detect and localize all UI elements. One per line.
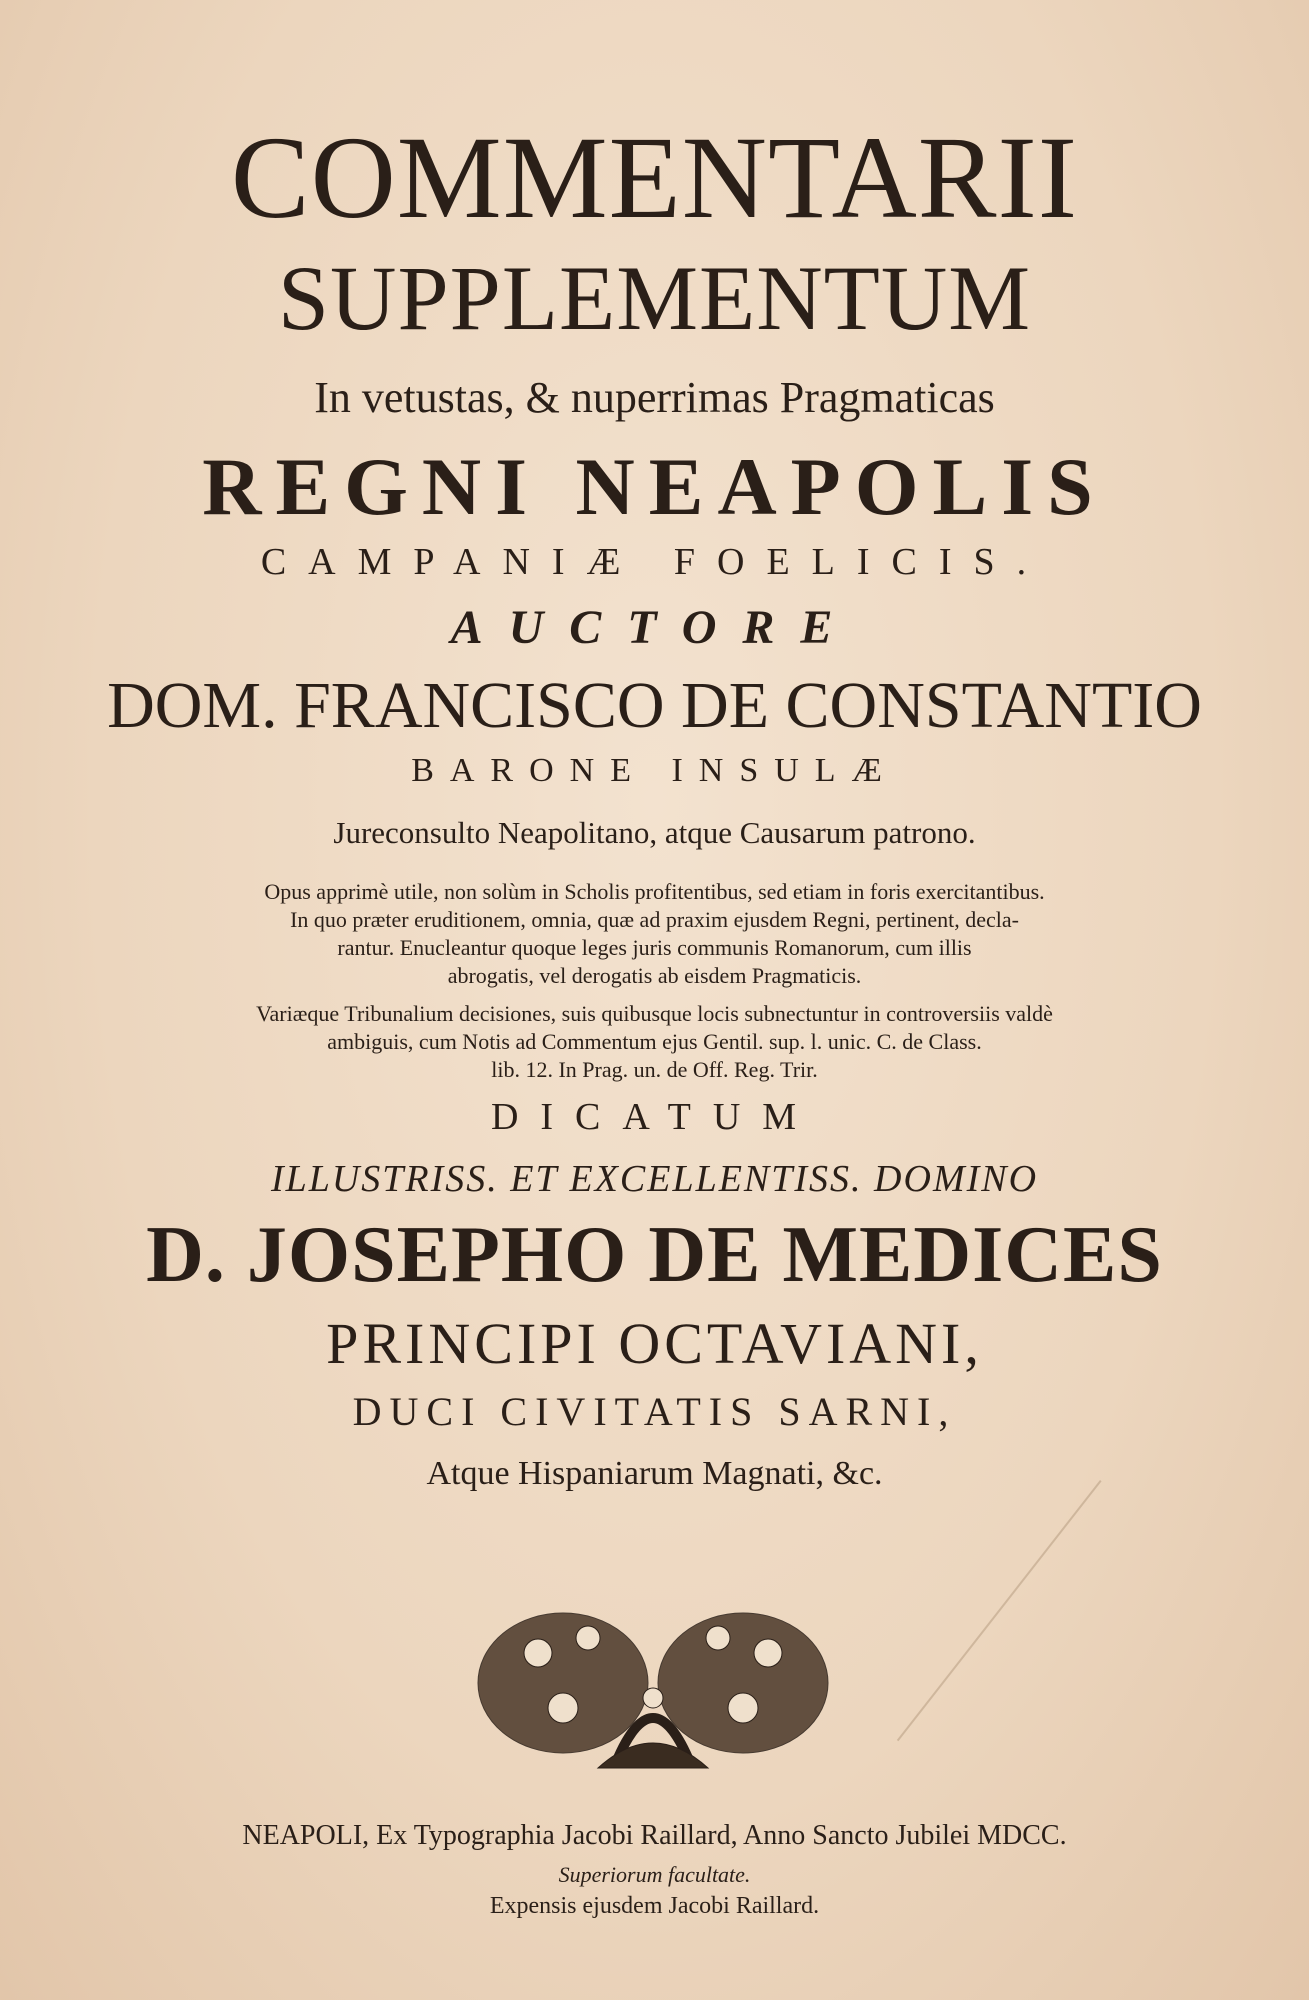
imprint-line-3: Expensis ejusdem Jacobi Raillard.	[489, 1893, 820, 1919]
auctore: AUCTORE	[450, 601, 859, 654]
description-line: Opus apprimè utile, non solùm in Scholis profitentibus, sed etiam in foris exercitantibus.	[264, 879, 1045, 904]
kingdom: REGNI NEAPOLIS	[202, 441, 1107, 532]
region: CAMPANIÆ FOELICIS.	[260, 541, 1049, 583]
dedicatee-title-2: DUCI CIVITATIS SARNI,	[352, 1389, 957, 1434]
dedicatee-title-3: Atque Hispaniarum Magnati, &c.	[426, 1455, 883, 1492]
floral-ornament-icon	[468, 1568, 838, 1778]
description-paragraph-1	[0, 878, 1309, 990]
description-line: rantur. Enucleantur quoque leges juris communis Romanorum, cum illis	[337, 935, 972, 960]
dicatum: DICATUM	[490, 1096, 819, 1138]
author-description: Jureconsulto Neapolitano, atque Causarum patrono.	[333, 815, 976, 850]
description-paragraph-2	[0, 1000, 1309, 1084]
description-line: ambiguis, cum Notis ad Commentum ejus Gentil. sup. l. unic. C. de Class.	[327, 1029, 982, 1054]
author-title: BARONE INSULÆ	[411, 752, 898, 789]
dedication-intro: ILLUSTRISS. ET EXCELLENTISS. DOMINO	[270, 1158, 1039, 1200]
description-line: lib. 12. In Prag. un. de Off. Reg. Trir.	[491, 1057, 818, 1082]
imprint-line-1: NEAPOLI, Ex Typographia Jacobi Raillard, Anno Sancto Jubilei MDCC.	[242, 1820, 1067, 1851]
page-crease	[897, 1480, 1102, 1741]
author-name: DOM. FRANCISCO DE CONSTANTIO	[107, 669, 1202, 742]
dedicatee-name: D. JOSEPHO DE MEDICES	[146, 1211, 1163, 1299]
description-line: abrogatis, vel derogatis ab eisdem Pragmaticis.	[447, 963, 862, 988]
title-line-1: COMMENTARII	[230, 112, 1079, 243]
description-line: In quo præter eruditionem, omnia, quæ ad praxim ejusdem Regni, pertinent, decla-	[290, 907, 1019, 932]
title-line-2: SUPPLEMENTUM	[277, 247, 1032, 349]
description-line: Variæque Tribunalium decisiones, suis quibusque locis subnectuntur in controversiis valdè	[256, 1001, 1053, 1026]
dedicatee-title-1: PRINCIPI OCTAVIANI,	[326, 1311, 983, 1376]
imprint-line-2: Superiorum facultate.	[558, 1862, 751, 1887]
subtitle: In vetustas, & nuperrimas Pragmaticas	[314, 373, 995, 422]
